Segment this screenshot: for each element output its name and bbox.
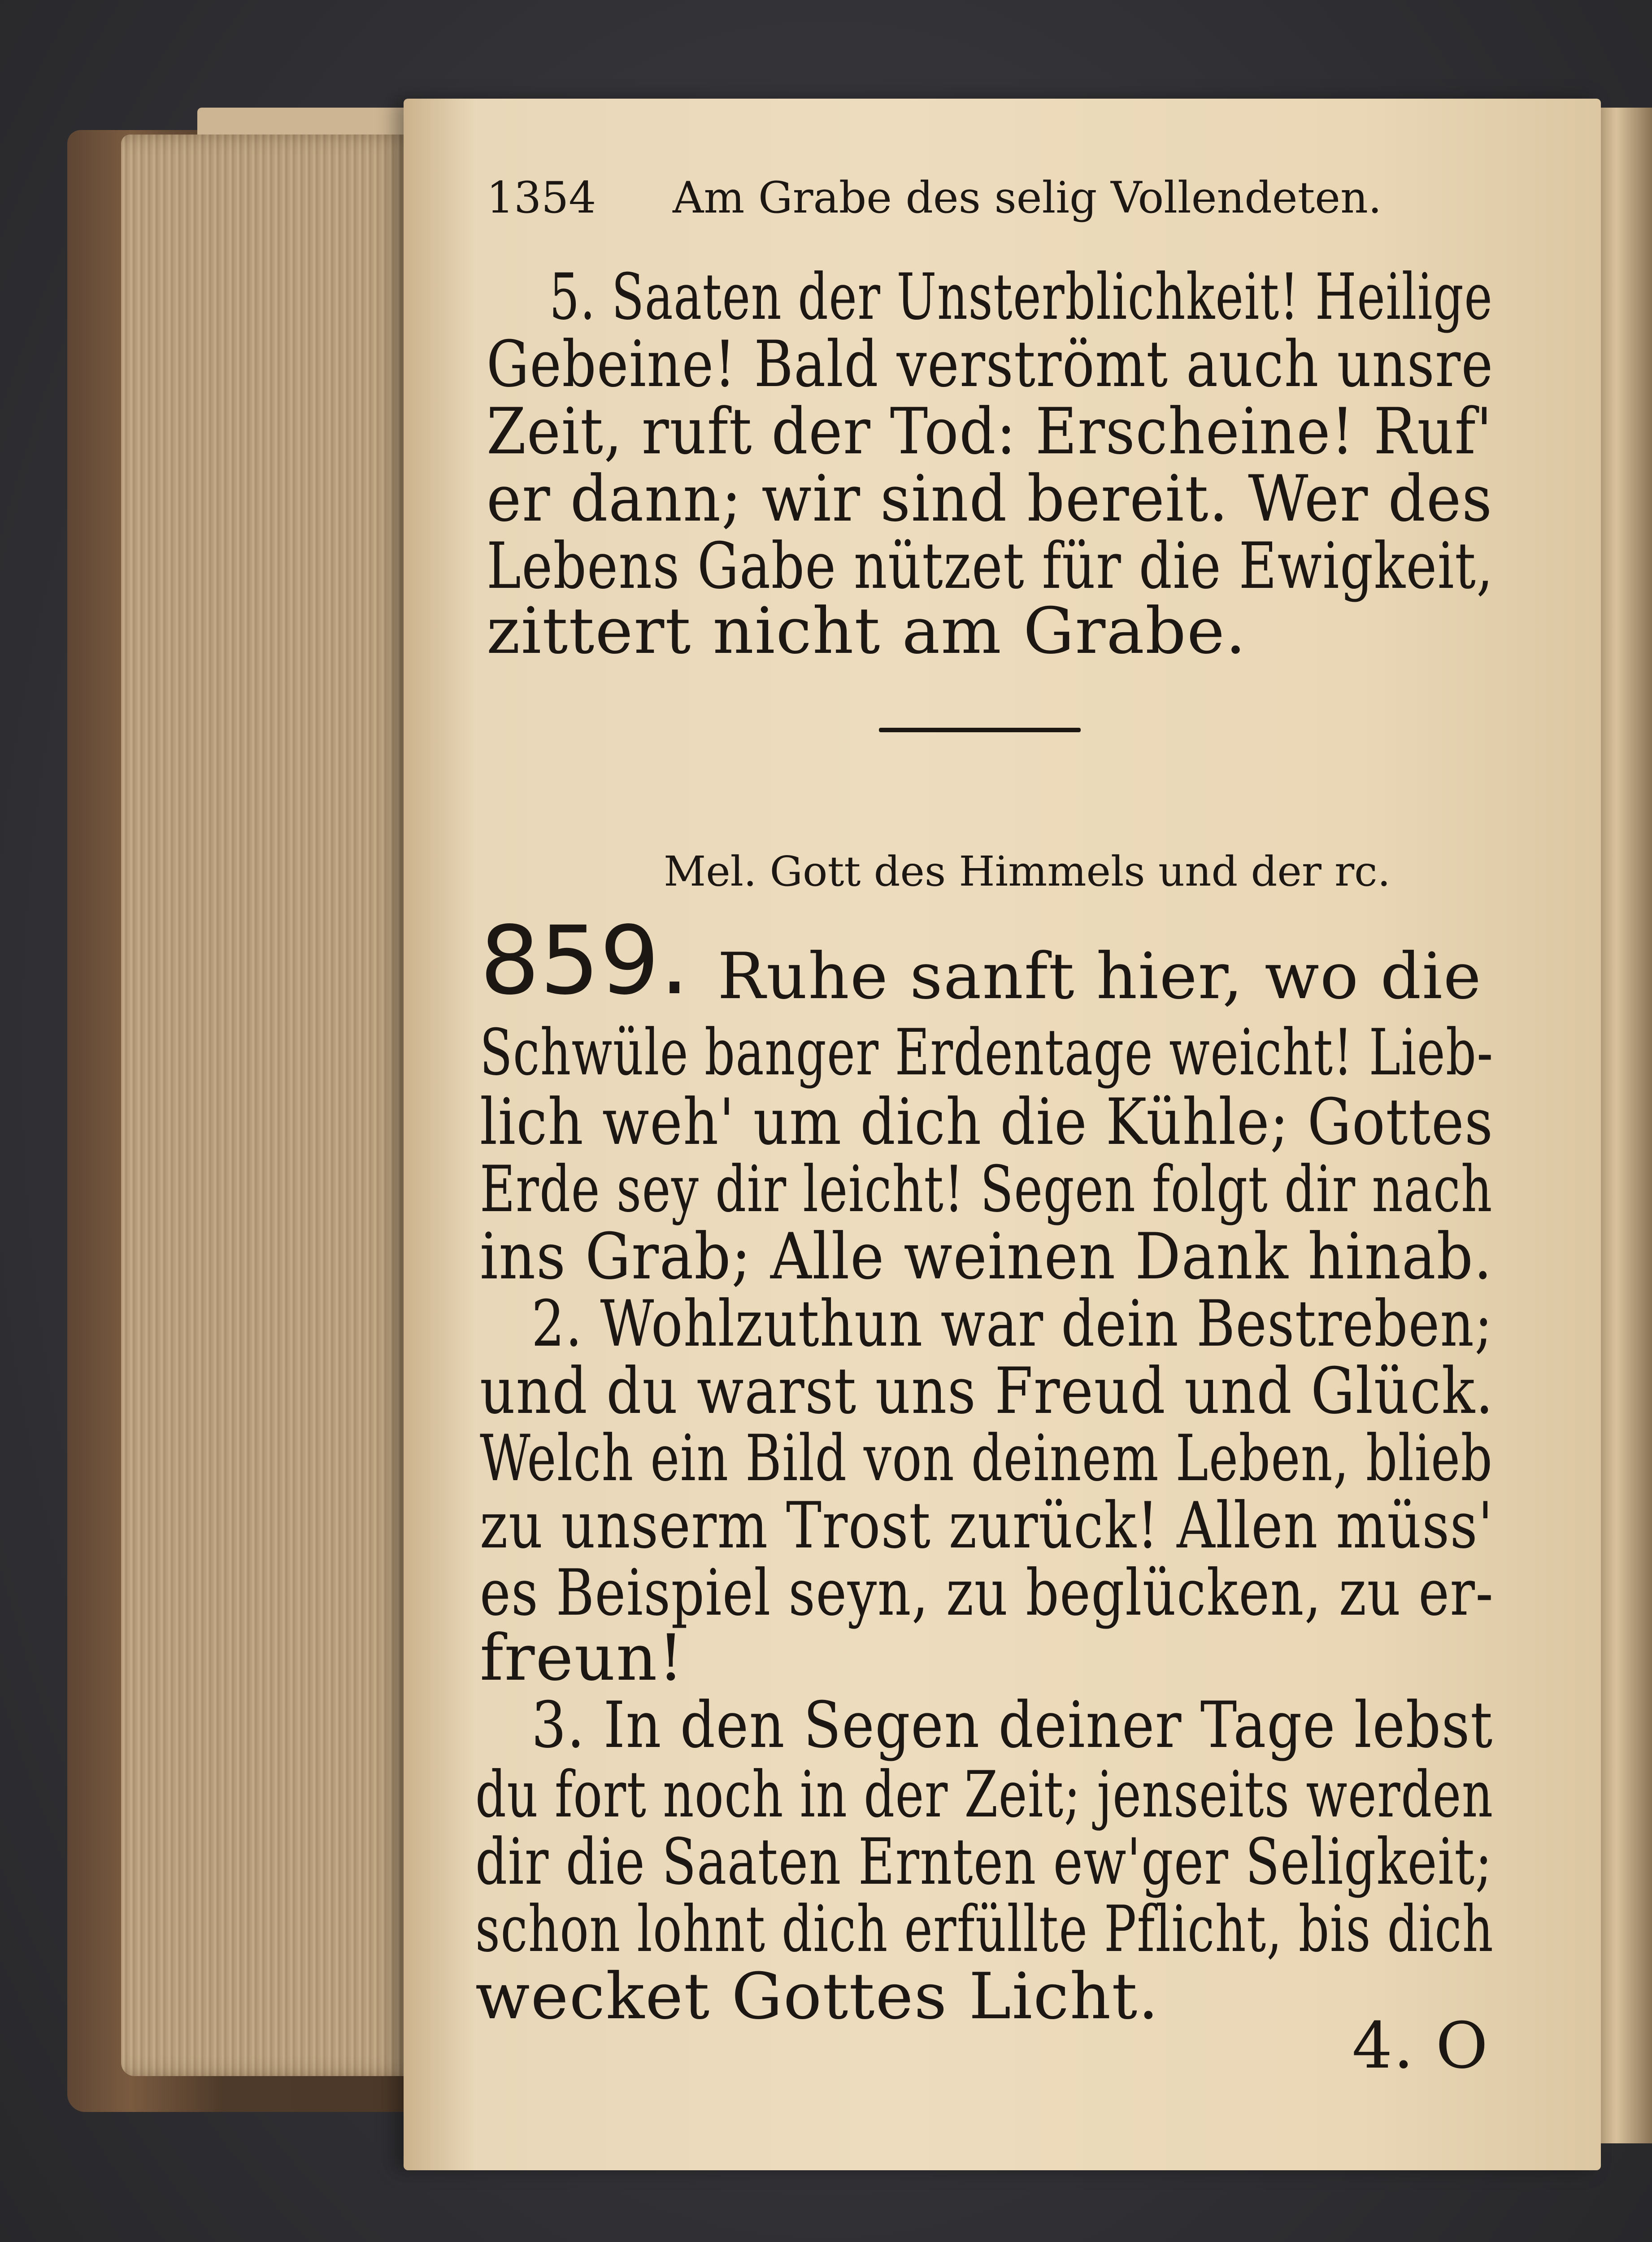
verse5-line-4: er dann; wir sind bereit. Wer des [487,462,1493,536]
hymn-verse2-line-2: und du warst uns Freud und Glück. [480,1354,1494,1428]
hymn-verse1-line-1: Schwüle banger Erdentage weicht! Lieb- [480,1016,1494,1090]
hymn-verse3-line-2: du fort noch in der Zeit; jenseits werden [475,1758,1494,1832]
page-number: 1354 [487,173,596,223]
verse5-line-2: Gebeine! Bald verströmt auch unsre [487,327,1494,401]
hymn-number: 859. [480,906,690,1016]
hymn-verse2-line-6: freun! [480,1621,685,1695]
catchword: 4. O [1352,2009,1489,2083]
melody-note: Mel. Gott des Himmels und der rc. [664,847,1391,895]
hymn-verse3-line-5: wecket Gottes Licht. [475,1960,1160,2033]
hymn-verse3-line-3: dir die Saaten Ernten ew'ger Seligkeit; [475,1825,1493,1899]
verse5-line-5: Lebens Gabe nützet für die Ewigkeit, [487,529,1494,603]
section-separator-rule [879,728,1081,732]
hymn-verse2-line-4: zu unserm Trost zurück! Allen müss' [480,1489,1494,1563]
page-edges [121,135,417,2076]
hymn-verse2-line-5: es Beispiel seyn, zu beglücken, zu er- [480,1556,1494,1630]
facing-page-edge [1601,108,1652,2143]
running-title: Am Grabe des selig Vollendeten. [673,173,1382,223]
hymn-verse2-line-3: Welch ein Bild von deinem Leben, blieb [480,1421,1493,1495]
hymn-verse3-line-4: schon lohnt dich erfüllte Pflicht, bis dich [475,1892,1494,1966]
hymn-verse3-line-1: 3. In den Segen deiner Tage lebst [531,1688,1493,1762]
verse5-line-6: zittert nicht am Grabe. [487,594,1247,668]
hymn-first-line: Ruhe sanft hier, wo die [717,939,1482,1013]
verse5-line-3: Zeit, ruft der Tod: Erscheine! Ruf' [487,395,1493,469]
hymn-verse2-line-1: 2. Wohlzuthun war dein Bestreben; [531,1287,1493,1361]
verse5-line-1: 5. Saaten der Unsterblichkeit! Heilige [549,260,1493,334]
hymn-verse1-line-4: ins Grab; Alle weinen Dank hinab. [480,1220,1493,1294]
hymn-verse1-line-3: Erde sey dir leicht! Segen folgt dir nach [480,1152,1493,1226]
hymn-verse1-line-2: lich weh' um dich die Kühle; Gottes [480,1085,1494,1159]
